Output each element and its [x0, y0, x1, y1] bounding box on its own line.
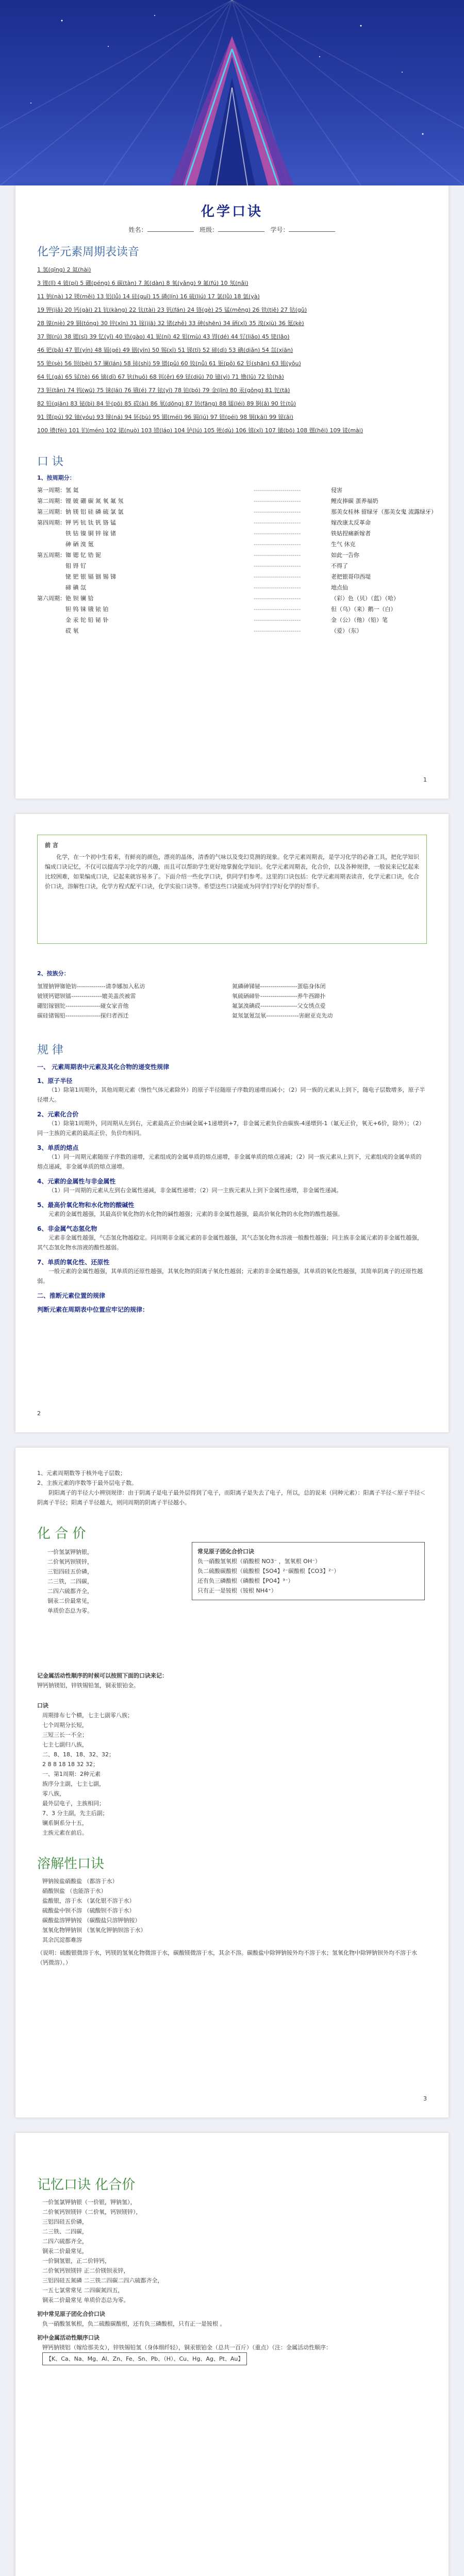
- solubility-line: 钾钠铵盐硝酸盐 （都溶于水）: [42, 1878, 118, 1885]
- memory-line: 铜汞二价最常见，: [42, 2248, 88, 2255]
- valence-heading: 化 合 价: [37, 1526, 86, 1541]
- mnemonic-row: [37, 625, 427, 636]
- mnemonic-row: [37, 550, 427, 561]
- memory-line: 二三铁、二四碳，: [42, 2228, 88, 2235]
- table-mnemonic-line: 族序分主副，七主七副，: [42, 1781, 105, 1787]
- mnemonic-phrase: 嫁改康太反革命: [331, 519, 371, 526]
- rule-text: 元素的金属性越强，其最高价氧化物的水化物的碱性越强；元素的非金属性越强，最高价氧化物的水化物的酸性越强。: [48, 1211, 343, 1217]
- rule-text: （1）同一周期的元素从左到右金属性递减，非金属性递增；（2）同一主族元素从上到下金属性递增，非金属性递减。: [48, 1187, 342, 1194]
- table-mnemonic-line: 零八族，: [42, 1790, 65, 1797]
- mnemonic-dashes: -----------------------: [254, 628, 301, 634]
- table-mnemonic-line: 二、8、18、18、32、32；: [42, 1751, 114, 1758]
- page-1: [15, 185, 449, 799]
- table-mnemonic-line: 七主七副归八族，: [42, 1741, 88, 1748]
- activity-subheading: 初中金属活动性顺序口诀: [37, 2334, 100, 2341]
- mnemonic-dashes: -----------------------: [254, 530, 301, 537]
- solubility-line: 硫酸盐中钡不溶 （硫酸钡不溶于水）: [42, 1907, 135, 1914]
- page-number: 2: [37, 1410, 41, 1417]
- mnemonic-dashes: -----------------------: [254, 617, 301, 623]
- valence-line: 二价氧钙钡镁锌，: [47, 1558, 93, 1565]
- group-mnemonic-row: 硼铝镓铟铊-----------------碰女家音他: [37, 1003, 129, 1009]
- mnemonic-dashes: -----------------------: [254, 584, 301, 591]
- valence-mnemonic-list: [47, 1547, 93, 1616]
- mnemonic-elements: 第三周期：钠 镁 铝 硅 磷 硫 氯 氩: [37, 509, 124, 515]
- group-mnemonic-row: 铍镁钙锶钡镭---------------媲美盖茨被雷: [37, 993, 136, 999]
- rule-title: 二、推断元素位置的规律: [37, 1292, 106, 1299]
- activity-note-2: 钾钙钠镁铝，锌铁锡铅氢，铜汞银铂金。: [37, 1682, 139, 1689]
- rule-title: 3、单质的熔点: [37, 1144, 79, 1151]
- mnemonic-dashes: -----------------------: [254, 552, 301, 558]
- mnemonic-elements: 铑 钯 银 镉 铟 锡 锑: [37, 573, 116, 580]
- memory-line: 三铝四硅五价磷，: [42, 2218, 88, 2225]
- rule-title: 4、元素的金属性与非金属性: [37, 1178, 116, 1185]
- memory-line: 二价氧钙钡镁锌 正二价镁钡汞锌，: [42, 2267, 129, 2274]
- table-mnemonic-line: 三短三长一不全；: [42, 1732, 88, 1738]
- mnemonic-elements: 第二周期：锂 铍 硼 碳 氮 氧 氟 氖: [37, 498, 124, 504]
- radical-line: 负二硫酸碳酸根（硫酸根【SO4】²⁻碳酸根【CO3】²⁻）: [197, 1568, 340, 1574]
- element-row: 73 钽(tǎn) 74 钨(wū) 75 铼(lái) 76 锇(é) 77 铱(yī) 78 铂(bó) 79 金(jīn) 80 汞(gǒng) 81 铊(tā): [37, 387, 290, 394]
- element-row: 1 氢(qīng) 2 氦(hài): [37, 266, 91, 273]
- activity-note: 记金属活动性顺序的时候可以按照下面的口诀来记：: [37, 1672, 168, 1679]
- mnemonic-row: [37, 506, 437, 517]
- mnemonic-dashes: -----------------------: [254, 498, 301, 504]
- group-mnemonic-row: 氟氯溴碘砹------------------父女绣点爱: [232, 1003, 326, 1009]
- preface-title: 前 言: [45, 842, 58, 849]
- mnemonic-elements: 碲 碘 氙: [37, 584, 86, 591]
- mnemonic-row: [37, 582, 427, 593]
- element-row: 46 钯(bǎ) 47 银(yín) 48 镉(gé) 49 铟(yīn) 50 锡(xī) 51 锑(tī) 52 碲(dì) 53 碘(diǎn) 54 氙(xiān): [37, 347, 293, 353]
- mnemonic-dashes: -----------------------: [254, 563, 301, 569]
- document-title: 化学口诀: [201, 204, 263, 219]
- element-row: 64 钆(gá) 65 铽(tè) 66 镝(dī) 67 钬(huǒ) 68 铒(ěr) 69 铥(diū) 70 镱(yì) 71 镥(lǔ) 72 铪(hā): [37, 374, 284, 380]
- mnemonic-row: [37, 561, 427, 571]
- mnemonic-phrase: 鲤皮捧碳 蛋养福奶: [331, 498, 378, 504]
- mnemonic-elements: 砷 硒 溴 氪: [37, 541, 94, 548]
- table-mnemonic-line: 镧系锕系分十五，: [42, 1820, 88, 1826]
- radical-box-lines: [197, 1556, 419, 1596]
- radical-line: 负一硝酸氢氧根（硝酸根 NO3⁻ ，氢氧根 OH⁻）: [197, 1558, 321, 1565]
- rule-title: 判断元素在周期表中位置应牢记的规律：: [37, 1306, 149, 1313]
- cover-banner: [0, 0, 464, 185]
- solubility-mnemonic-list: [42, 1876, 427, 1945]
- mnemonic-dashes: -----------------------: [254, 573, 301, 580]
- solubility-heading: 溶解性口诀: [37, 1856, 105, 1872]
- mnemonic-phrase: 不得了: [331, 563, 348, 569]
- table-mnemonic-line: 最外层电子，主族相同；: [42, 1800, 105, 1807]
- mnemonic-heading: 口 诀: [37, 455, 63, 468]
- rule-text: 一般元素的金属性越强，其单质的还原性越强，其氧化物的阳离子氧化性越弱；元素的非金属性越强，其单质的氧化性越强，其简单阴离子的还原性越弱。: [37, 1268, 423, 1284]
- table-mnemonic-list: [42, 1710, 427, 1838]
- valence-line: 二四六硫都齐全，: [47, 1588, 93, 1595]
- valence-line: 铜汞二价最常见，: [47, 1598, 93, 1604]
- mnemonic-phrase: 老把银哥印西堤: [331, 573, 371, 580]
- table-mnemonic-line: 2 8 8 18 18 32 32；: [42, 1761, 98, 1768]
- mnemonic-elements: 砹 氡: [37, 628, 79, 634]
- radical-subheading: 初中常见原子团化合价口诀: [37, 2311, 105, 2317]
- rule-title: 7、单质的氧化性、还原性: [37, 1259, 110, 1266]
- memory-line: 一价氢氯钾钠银（一价银，钾钠氢），: [42, 2199, 136, 2206]
- mnemonic-dashes: -----------------------: [254, 595, 301, 602]
- rule-text: （1）除第1周期外，其他周期元素（惰性气体元素除外）的原子半径随原子序数的递增而减小；（2）同一族的元素从上到下，随电子层数增多，原子半径增大。: [37, 1087, 425, 1103]
- mnemonic-phrase: （彩）色（贝）（蓝）（哈）: [331, 595, 399, 602]
- rule-text: （1）除第1周期外，同周期从左到右，元素最高正价由碱金属+1递增到+7，非金属元素负价由碳族-4递增到-1（氟无正价，氧无+6价，除外）；（2）同一主族的元素的最高正价、负价均相同。: [37, 1120, 425, 1137]
- memory-mnemonic-list: [42, 2197, 427, 2305]
- rule-title: 一、 元素周期表中元素及其化合物的递变性规律: [37, 1063, 170, 1071]
- page-2: [15, 814, 449, 1432]
- periodic-table-heading: 化学元素周期表读音: [37, 246, 140, 259]
- intro-paragraph: 阴阳离子的半径大小辨别规律：由于阴离子是电子最外层得到了电子，而阳离子是失去了电子，所以，总的说来（同种元素）：阳离子半径＜原子半径＜阴离子半径；阳离子半径越大，则同周期的阴离子半径越小。: [37, 1489, 426, 1506]
- mnemonic-row: [37, 485, 427, 496]
- element-row: 37 铷(rú) 38 锶(sī) 39 钇(yǐ) 40 锆(gào) 41 铌(ní) 42 钼(mù) 43 锝(dé) 44 钌(liǎo) 45 铑(lǎo): [37, 333, 290, 340]
- page-number: 3: [423, 2095, 427, 2102]
- class-field-label: 班级：: [199, 226, 218, 233]
- mnemonic-row: [37, 571, 427, 582]
- rule-title: 2、元素化合价: [37, 1111, 79, 1118]
- element-row: 11 钠(nà) 12 镁(měi) 13 铝(lǚ) 14 硅(guī) 15 磷(lín) 16 硫(liú) 17 氯(lǜ) 18 氩(yà): [37, 293, 260, 300]
- valence-line: 三铝四硅五价磷，: [47, 1568, 93, 1575]
- preface-box: [37, 835, 427, 944]
- mnemonic-elements: 钼 锝 钌: [37, 563, 86, 569]
- mnemonic-row: [37, 517, 427, 528]
- mnemonic-phrase: 侵害: [331, 487, 342, 494]
- activity-series-box: 【K、Ca、Na、Mg、Al、Zn、Fe、Sn、Pb、（H）、Cu、Hg、Ag、Pt、Au】: [42, 2352, 247, 2365]
- table-mnemonic-line: 七个周期分长短，: [42, 1722, 88, 1728]
- radical-line: 还有负三磷酸根（磷酸根【PO4】³⁻）: [197, 1578, 294, 1584]
- mnemonic-elements: 金 汞 铊 铅 铋 钋: [37, 617, 109, 623]
- memory-line: 一价铜氢银，正二价锌钙，: [42, 2258, 110, 2264]
- mnemonic-dashes: -----------------------: [254, 509, 301, 515]
- memory-line: 一五七氯常常见 二四碳氮四五，: [42, 2287, 124, 2294]
- group-mnemonic-row: 氧硫硒碲钋------------------养牛西蹄扑: [232, 993, 326, 999]
- mnemonic-row: [37, 539, 427, 550]
- table-mnemonic-line: 一、第1周期：2种元素: [42, 1771, 101, 1777]
- table-mnemonic-line: 主族元素在前后。: [42, 1829, 88, 1836]
- rule-text: （1）同一周期元素随原子序数的递增，元素组成的金属单质的熔点递增，非金属单质的熔点递减；（2）同一族元素从上到下，元素组成的金属单质的熔点递减，非金属单质的熔点递增。: [37, 1154, 422, 1170]
- valence-line: 二三铁，二四碳，: [47, 1578, 93, 1585]
- memory-line: 铜汞二价最常见 单质价态总为零。: [42, 2297, 129, 2303]
- valence-line: 单质价态总为零。: [47, 1607, 93, 1614]
- page-3: [15, 1448, 449, 2117]
- id-field-label: 学号：: [270, 226, 289, 233]
- by-period-subheading: 1、按周期分：: [37, 474, 75, 481]
- by-group-subheading: 2、按族分：: [37, 970, 70, 977]
- mnemonic-elements: 钽 钨 铼 锇 铱 铂: [37, 606, 109, 613]
- memory-heading: 记忆口诀 化合价: [37, 2177, 136, 2193]
- mnemonic-elements: 第六周期：铯 钡 镧 铪: [37, 595, 94, 602]
- mnemonic-dashes: -----------------------: [254, 487, 301, 494]
- memory-line: 二价氧钙钡镁锌（二价氧，钙钡镁锌），: [42, 2209, 142, 2215]
- mnemonic-phrase: 生气 休克: [331, 541, 356, 548]
- mnemonic-row: [37, 615, 427, 625]
- solubility-line: 碳酸盐溶钾钠铵 （碳酸盐只溶钾钠铵）: [42, 1917, 141, 1924]
- solubility-line: 盐酸银，溶于水 （氯化银不溶于水）: [42, 1897, 135, 1904]
- element-pronunciation-list: [37, 263, 427, 437]
- preface-text: 化学，在一个初中生看来，有鲜亮的颜色，漂亮的晶体，清香的气味以及变幻莫测的现象。化学元素周期表，是学习化学的必备工具，把化学知识编成口诀记忆，不仅可以提高学习化学的兴趣，而且可以帮助学生更好地掌握化学知识。化学元素周期表，化合价，以及各种规律，一般说来记忆起来比较困难，如果编成口诀，记起来就容易多了。下面介绍一些化学口诀，供同学们参考。这里的口诀包括：化学元素周期表读音，化学元素口诀，化合价口诀，溶解性口诀，化学方程式配平口诀，化学实验口诀等。希望这些口诀能成为同学们学好化学的好帮手。: [45, 854, 419, 890]
- solubility-line: 氢氧化物钾钠钡 （氢氧化钾钠钡溶于水）: [42, 1927, 146, 1934]
- element-row: 100 镄(fèi) 101 钔(mén) 102 锘(nuò) 103 铹(láo) 104 𬬻(lú) 105 𬭊(dù) 106 𬭳(xǐ) 107 𬭛(bō) 108 𬭶(hēi) 109 鿏(mài): [37, 427, 363, 434]
- radical-line: 只有正一是铵根（铵根 NH4⁺）: [197, 1587, 277, 1594]
- mnemonic-phrase: 金（公）（他）（铅）笔: [331, 617, 388, 623]
- group-mnemonic-left: [37, 981, 232, 1021]
- radical-box: [192, 1542, 425, 1600]
- mnemonic-phrase: 那美女桂林 留绿牙（那美女鬼 流露绿牙）: [331, 509, 437, 515]
- period-mnemonic-list: [37, 485, 437, 636]
- intro-line-2: 2、主族元素的序数等于最外层电子数。: [37, 1480, 137, 1486]
- rule-text: 元素非金属性越强，气态氢化物越稳定。同周期非金属元素的非金属性越强，其气态氢化物水溶液一般酸性越强；同主族非金属元素的非金属性越强，其气态氢化物水溶液的酸性越弱。: [37, 1234, 423, 1251]
- memory-line: 二四六硫都齐全，: [42, 2238, 88, 2245]
- solubility-note: （说明：硫酸银微溶于水，钙镁的氢氧化物微溶于水，碳酸镁微溶于水，其余不溶。碳酸盐中除钾钠铵外均不溶于水；氢氧化物中除钾钠钡外均不溶于水（钙微溶）。）: [37, 1950, 417, 1966]
- group-mnemonic-row: 氮磷砷锑铋------------------蛋临身体闭: [232, 983, 326, 990]
- solubility-line: 硝酸钡盐 （也能溶于水）: [42, 1888, 107, 1894]
- mnemonic-elements: 铁 钴 镍 铜 锌 镓 锗: [37, 530, 116, 537]
- rule-title: 5、最高价氧化物和水化物的酸碱性: [37, 1201, 135, 1209]
- element-row: 3 锂(lǐ) 4 铍(pí) 5 硼(péng) 6 碳(tàn) 7 氮(dàn) 8 氧(yǎng) 9 氟(fú) 10 氖(nǎi): [37, 280, 248, 286]
- group-mnemonic-row: 氦氖氩氪氙氡----------------害耐亚克先动: [232, 1012, 333, 1019]
- mnemonic-elements: 第四周期：钾 钙 钪 钛 钒 铬 锰: [37, 519, 116, 526]
- element-row: 19 钾(jiǎ) 20 钙(gài) 21 钪(kàng) 22 钛(tài) 23 钒(fán) 24 铬(gè) 25 锰(měng) 26 铁(tiě) 27 钴(gǔ): [37, 307, 307, 313]
- group-mnemonic-right: [232, 981, 427, 1021]
- student-info-line: [37, 225, 427, 234]
- mnemonic-phrase: （爱）（东）: [331, 628, 362, 634]
- page-4: [15, 2133, 449, 2576]
- valence-line: 一价氢氯钾钠银，: [47, 1549, 93, 1555]
- table-mnemonic-line: 7、3 分主副，先主后副；: [42, 1810, 108, 1817]
- memory-line: 三铝四硅五氮磷 二三铁二四碳二四六硫都齐全，: [42, 2277, 163, 2284]
- rules-list: [37, 1062, 427, 1314]
- mnemonic-elements: 第五周期：铷 锶 钇 锆 铌: [37, 552, 101, 558]
- mnemonic-dashes: -----------------------: [254, 541, 301, 548]
- mnemonic-dashes: -----------------------: [254, 519, 301, 526]
- mnemonic-row: [37, 593, 427, 604]
- mnemonic-row: [37, 604, 427, 615]
- radical-text: 负一硝酸氢氧根，负二硫酸碳酸根，还有负三磷酸根，只有正一是铵根 。: [42, 2320, 226, 2327]
- table-mnemonic-line: 周期排布七个横，七主七副零八族；: [42, 1712, 133, 1719]
- element-row: 82 铅(qiān) 83 铋(bì) 84 钋(pō) 85 砹(ài) 86 氡(dōng) 87 钫(fāng) 88 镭(léi) 89 锕(ā) 90 钍(tǔ): [37, 400, 296, 407]
- mnemonic-phrase: 如此一告你: [331, 552, 359, 558]
- rule-title: 1、原子半径: [37, 1077, 73, 1084]
- element-row: 55 铯(sè) 56 钡(bèi) 57 镧(lán) 58 铈(shì) 59 镨(pǔ) 60 钕(nǚ) 61 钷(pǒ) 62 钐(shān) 63 铕(yǒu): [37, 360, 301, 367]
- mnemonic-row: [37, 496, 427, 506]
- rules-heading: 规 律: [37, 1044, 63, 1057]
- radical-box-title: 常见原子团化合价口诀: [197, 1548, 254, 1555]
- element-row: 28 镍(niè) 29 铜(tóng) 30 锌(xīn) 31 镓(jiā) 32 锗(zhě) 33 砷(shēn) 34 硒(xī) 35 溴(xiù) 36 氪(kè): [37, 320, 304, 327]
- name-field-label: 姓名：: [128, 226, 147, 233]
- mnemonic-dashes: -----------------------: [254, 606, 301, 613]
- group-mnemonic-row: 氢锂钠钾铷铯钫--------------请李娜加入私访: [37, 983, 145, 990]
- element-row: 91 镤(pú) 92 铀(yóu) 93 镎(ná) 94 钚(bù) 95 镅(méi) 96 锔(jú) 97 锫(péi) 98 锎(kāi) 99 锿(āi): [37, 414, 293, 420]
- page-number: 1: [423, 776, 427, 783]
- table-mnemonic-heading: 口诀: [37, 1702, 48, 1709]
- cover-graphic: [0, 0, 464, 185]
- mnemonic-phrase: 地点仙: [331, 584, 348, 591]
- mnemonic-elements: 第一周期：氢 氦: [37, 487, 79, 494]
- mnemonic-row: [37, 528, 427, 539]
- solubility-line: 其余沉淀都难溶: [42, 1937, 82, 1943]
- mnemonic-phrase: 但（乌）（来）鹅一（白）: [331, 606, 396, 613]
- intro-line-1: 1、元素周期数等于核外电子层数；: [37, 1470, 126, 1477]
- mnemonic-phrase: 铁姑捏痛新嫁者: [331, 530, 371, 537]
- activity-text: 钾钙钠镁铝（嫁给那美女），锌铁锡铅氢（身体细纤轻），铜汞银铂金（总共一百斤）（重点）（注：金属活动性顺序：: [42, 2344, 332, 2351]
- group-mnemonic-row: 碳硅锗锡铅-----------------探归者西迁: [37, 1012, 129, 1019]
- rule-title: 6、非金属气态氢化物: [37, 1225, 97, 1232]
